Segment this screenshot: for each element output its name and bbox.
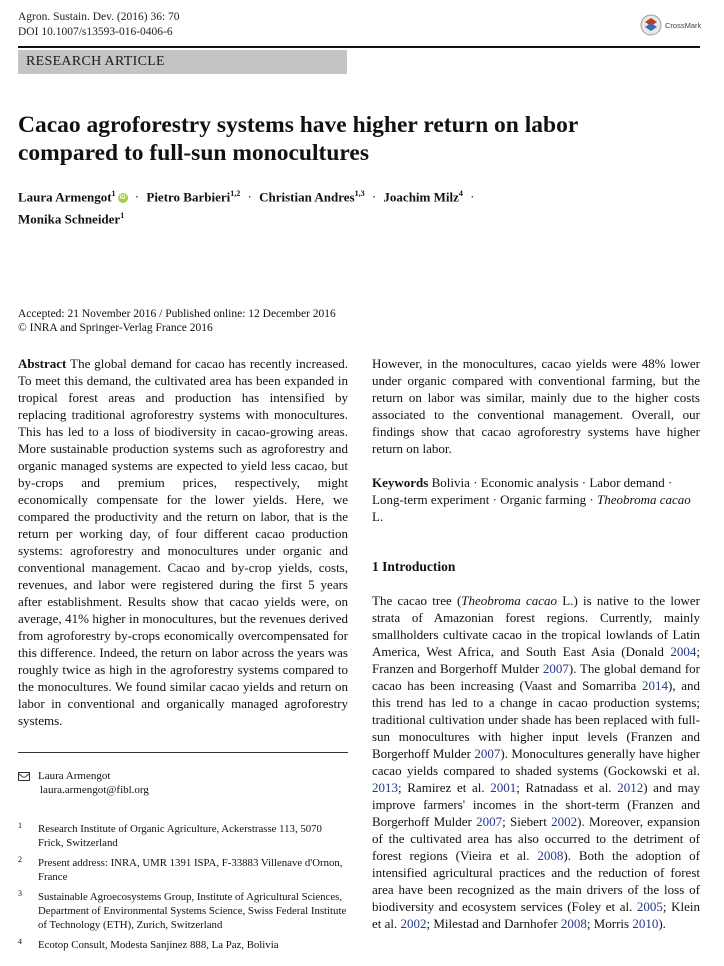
abstract-text: The global demand for cacao has recently increased. To meet this demand, the cultivated area has been expanded in tropical forest areas and production has intensified by replacing traditional agroforestry systems with monocultures. This has led to a loss of biodiversity in cacao-growing areas. More sustainable production systems such as agroforestry and organic managed systems are expected to yield less cacao, but by-crops and premium prices, respectively, might economically compensate for the lower yields. Here, we compared the productivity and the return on labor, that is the return per working day, of four different cacao production systems: agroforestry and monocultures under organic and conventional management. Cacao and by-crop yields, costs, revenues, and labor were registered during the first 5 years after establishment. Results show that cacao yields were, on average, 41% higher in monocultures, but the revenues derived from agroforestry by-crops economically overcompensated for this difference. Indeed, the return on labor across the years was roughly twice as high in the agroforestry systems compared to the monocultures. We found similar cacao yields and return on labor in conventional and organically managed agroforestry systems. [18,356,348,728]
author-name[interactable]: Christian Andres [259,189,355,205]
author-separator: · [247,189,252,205]
affiliations [18,822,348,958]
citation-link[interactable]: 2010 [632,916,659,931]
citation-link[interactable]: 2012 [617,780,644,795]
affiliation-item [18,938,348,952]
accepted-published-dates: Accepted: 21 November 2016 / Published online: 12 December 2016 [18,308,336,320]
affiliation-item [18,822,348,850]
citation-link[interactable]: 2013 [372,780,398,795]
keywords [372,474,700,525]
author-name[interactable]: Laura Armengot [18,189,112,205]
keywords-species: Theobroma cacao [597,492,691,507]
citation-link[interactable]: 2008 [560,916,587,931]
header-rule [18,46,700,48]
affiliation-number: 1 [18,821,22,830]
author-separator: · [470,189,475,205]
affiliation-item [18,856,348,884]
crossmark-icon [640,14,662,36]
title-line-2: compared to full-sun monocultures [18,140,369,166]
corresponding-email[interactable]: laura.armengot@fibl.org [40,784,149,796]
publication-dates [18,307,336,335]
copyright-line: © INRA and Springer-Verlag France 2016 [18,322,213,334]
author-name[interactable]: Monika Schneider [18,211,121,227]
right-column [372,355,700,932]
article-type-label: RESEARCH ARTICLE [26,54,165,69]
section-heading-introduction: 1 Introduction [372,559,456,574]
keywords-label: Keywords [372,475,429,490]
abstract-label: Abstract [18,356,67,371]
article-title [18,111,678,167]
citation-link[interactable]: 2014 [641,678,668,693]
affiliation-number: 3 [18,889,22,898]
introduction-paragraph: The cacao tree (Theobroma cacao L.) is native to the lower strata of Amazonian forest regions. Currently, mainly smallholders cultivate cacao in the tropical lowlands of Latin America, West Africa, and South East Asia (Donald 2004; Franzen and Borgerhoff Mulder 2007). The global demand for cacao has been increasing (Vaast and Somarriba 2014), and this trend has led to a change in cacao production systems; traditional cultivation under shade has been replaced with full-sun monocultures with higher input levels (Franzen and Borgerhoff Mulder 2007). Monocultures generally have higher cacao yields compared to shaded systems (Gockowski et al. 2013; Ramirez et al. 2001; Ratnadass et al. 2012) and may improve farmers' incomes in the short-term (Franzen and Borgerhoff Mulder 2007; Siebert 2002). Moreover, expansion of the cultivated area has also occurred to the detriment of forest regions (Vieira et al. 2008). Both the adoption of intensified agricultural practices and the reduction of forest area have been recognized as the main drivers of the loss of biodiversity and ecosystem services (Foley et al. 2005; Klein et al. 2002; Milestad and Darnhofer 2008; Morris 2010). [372,593,701,931]
title-line-1: Cacao agroforestry systems have higher return on labor [18,112,579,138]
orcid-icon[interactable]: iD [119,195,126,202]
correspondence [18,769,149,797]
citation-link[interactable]: 2002 [551,814,578,829]
keywords-list: Bolivia · Economic analysis · Labor demand · Long-term experiment · Organic farming · [372,475,673,507]
affiliation-text: Ecotop Consult, Modesta Sanjinez 888, La Paz, Bolivia [38,939,279,951]
author-affiliation: 1,2 [230,189,241,198]
author-name[interactable]: Joachim Milz [383,189,459,205]
citation-link[interactable]: 2007 [474,746,501,761]
author-affiliation: 1 [120,211,125,221]
author-name[interactable]: Pietro Barbieri [146,189,231,205]
crossmark-badge[interactable] [640,12,712,38]
crossmark-label: CrossMark [665,20,702,30]
affiliation-text: Sustainable Agroecosystems Group, Institute of Agricultural Sciences, Department of Environmental Systems Science, Swiss Federal Institute of Technology (ETH), Zurich, Switzerland [38,891,347,931]
affiliation-text: Present address: INRA, UMR 1391 ISPA, F-33883 Villenave d'Ornon, France [38,857,343,883]
keywords-suffix: L. [372,509,384,524]
author-separator: · [371,189,377,205]
corresponding-author: Laura Armengot [38,770,111,782]
citation-link[interactable]: 2005 [636,899,663,914]
author-list [18,184,698,229]
affiliation-number: 2 [18,855,22,864]
affiliation-text: Research Institute of Organic Agriculture, Ackerstrasse 113, 5070 Frick, Switzerland [38,823,322,849]
abstract-section [18,355,348,729]
citation-link[interactable]: 2001 [490,780,517,795]
author-affiliation: 1,3 [354,189,365,198]
author-affiliation: 1 [111,189,116,198]
journal-citation: Agron. Sustain. Dev. (2016) 36: 70 [18,11,180,23]
author-separator: · [134,189,140,205]
article-type-banner [18,50,347,74]
abstract-continuation: However, in the monocultures, cacao yields were 48% lower under organic compared with conventional farming, but the return on labor was similar, mainly due to the higher costs associated to the conventional management. Overall, our findings show that cacao agroforestry systems have higher return on labor. [372,356,700,456]
citation-link[interactable]: 2004 [670,644,697,659]
citation-link[interactable]: 2007 [476,814,503,829]
footnote-rule [18,752,348,753]
doi: DOI 10.1007/s13593-016-0406-6 [18,26,173,38]
affiliation-number: 4 [18,937,22,946]
author-affiliation: 4 [458,189,463,198]
citation-link[interactable]: 2007 [542,661,569,676]
envelope-icon [18,772,30,781]
citation-link[interactable]: 2002 [400,916,427,931]
affiliation-item [18,890,348,932]
citation-link[interactable]: 2008 [537,848,564,863]
